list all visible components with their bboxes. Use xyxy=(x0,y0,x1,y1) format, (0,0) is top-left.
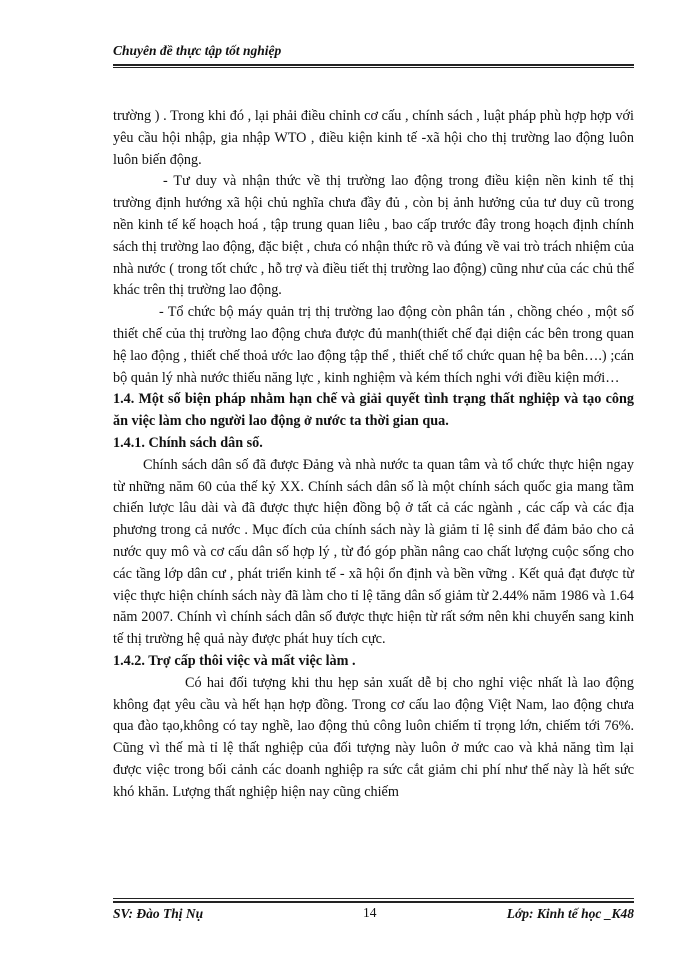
paragraph-organization: - Tổ chức bộ máy quản trị thị trường lao động còn phân tán , chồng chéo , một số thiết chế của thị trường lao động chưa được đủ manh(thiết chế đại diện các bên trong quan hệ lao động , thiết chế thoả ước lao động tập thể , thiết chế tổ chức quan hệ ba bên….) ;cán bộ quản lý nhà nước thiếu năng lực , kinh nghiệm và kém thích nghi với điều kiện mới… xyxy=(113,304,634,386)
section-heading-1-4-1: 1.4.1. Chính sách dân số. xyxy=(113,434,263,451)
paragraph-population-policy: Chính sách dân số đã được Đảng và nhà nước ta quan tâm và tổ chức thực hiện ngay từ những năm 60 của thế kỷ XX. Chính sách dân số là một chính sách quốc gia mang tầm chiến lược lâu dài và đã được thực hiện đồng bộ ở tất cả các ngành , các cấp và các địa phương trong cả nước . Mục đích của chính sách này là giảm tỉ lệ sinh để đảm bảo cho cả nước quy mô và cơ cấu dân số hợp lý , từ đó góp phần nâng cao chất lượng cuộc sống cho các tầng lớp dân cư , phát triển kinh tế - xã hội ổn định và bền vững . Kết quả đạt được từ việc thực hiện chính sách này đã làm cho tỉ lệ tăng dân số giảm từ 2.44% năm 1986 và 1.64 năm 2007. Chính vì chính sách dân số được thực hiện từ rất sớm nên khi chuyển sang kinh tế thị trường hệ quả này được phát huy tích cực. xyxy=(113,456,634,648)
paragraph-awareness: - Tư duy và nhận thức về thị trường lao động trong điều kiện nền kinh tế thị trường định hướng xã hội chủ nghĩa chưa đầy đủ , còn bị ảnh hưởng của tư duy cũ trong nền kinh tế kế hoạch hoá , tập trung quan liêu , bao cấp trước đây trong hoạch định chính sách thị trường lao động, đặc biệt , chưa có nhận thức rõ và đúng về vai trò trách nhiệm của nhà nước ( trong tốt chức , hỗ trợ và điều tiết thị trường lao động) cũng như của các chủ thể khác trên thị trường lao động. xyxy=(113,173,634,299)
page-number: 14 xyxy=(363,905,377,920)
header-rule-thin xyxy=(113,67,634,68)
page-header-title: Chuyên đề thực tập tốt nghiệp xyxy=(113,43,282,58)
footer-rule-thin xyxy=(113,898,634,899)
page-body xyxy=(113,106,634,804)
paragraph-continuation: trường ) . Trong khi đó , lại phải điều chỉnh cơ cấu , chính sách , luật pháp phù hợp hợp với yêu cầu hội nhập, gia nhập WTO , điều kiện kinh tế -xã hội cho thị trường lao động luôn luôn biến động. xyxy=(113,108,634,168)
paragraph-severance: Có hai đối tượng khi thu hẹp sản xuất dễ bị cho nghỉ việc nhất là lao động không đạt yêu cầu và hết hạn hợp đồng. Trong cơ cấu lao động Việt Nam, lao động chưa qua đào tạo,không có tay nghề, lao động thủ công luôn chiếm tỉ trọng lớn, chiếm tới 76%. Cũng vì thế mà tỉ lệ thất nghiệp của đối tượng này luôn ở mức cao và khả năng tìm lại được việc trong bối cảnh các doanh nghiệp ra sức cắt giảm chi phí như thế này là hết sức khó khăn. Lượng thất nghiệp hiện nay cũng chiếm xyxy=(113,674,634,800)
section-heading-1-4: 1.4. Một số biện pháp nhằm hạn chế và giải quyết tình trạng thất nghiệp và tạo công ăn việc làm cho người lao động ở nước ta thời gian qua. xyxy=(113,391,634,430)
section-heading-1-4-2: 1.4.2. Trợ cấp thôi việc và mất việc làm . xyxy=(113,652,356,669)
footer-rule xyxy=(113,901,634,903)
footer-student-name: SV: Đào Thị Nụ xyxy=(113,906,204,921)
header-rule xyxy=(113,64,634,66)
footer-class-name: Lớp: Kinh tế học _K48 xyxy=(506,906,634,921)
